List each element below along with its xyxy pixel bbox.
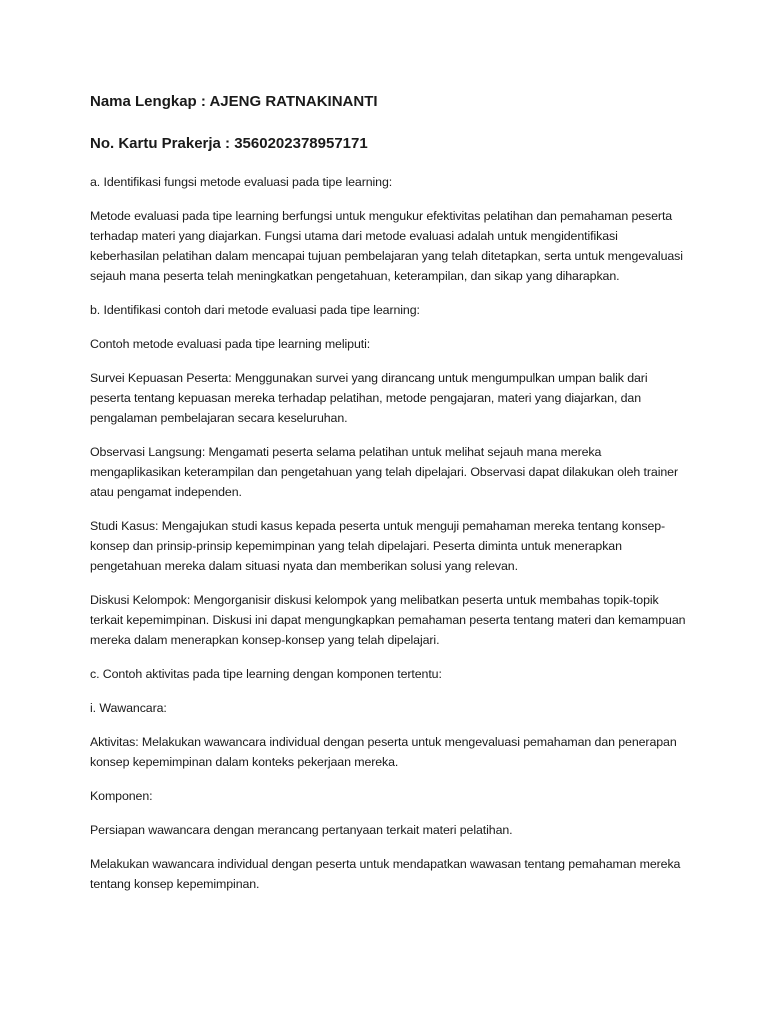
component-preparation: Persiapan wawancara dengan merancang pertanyaan terkait materi pelatihan. bbox=[90, 823, 513, 837]
method-survey: Survei Kepuasan Peserta: Menggunakan survei yang dirancang untuk mengumpulkan umpan balik dari peserta tentang kepuasan mereka terhadap pelatihan, metode pengajaran, materi yang diajarkan, dan pengalaman pembelajaran secara keseluruhan. bbox=[90, 371, 648, 425]
section-a-body: Metode evaluasi pada tipe learning berfungsi untuk mengukur efektivitas pelatihan dan pemahaman peserta terhadap materi yang diajarkan. Fungsi utama dari metode evaluasi adalah untuk mengidentifikasi keberhasilan pelatihan dalam mencapai tujuan pembelajaran yang telah ditetapkan, serta untuk mengevaluasi sejauh mana peserta telah meningkatkan pengetahuan, keterampilan, dan sikap yang diharapkan. bbox=[90, 209, 683, 283]
components-label: Komponen: bbox=[90, 789, 153, 803]
card-number-heading: No. Kartu Prakerja : 3560202378957171 bbox=[90, 135, 368, 152]
document-page bbox=[90, 92, 690, 894]
subsection-interview-title: i. Wawancara: bbox=[90, 701, 167, 715]
component-interview: Melakukan wawancara individual dengan peserta untuk mendapatkan wawasan tentang pemahaman mereka tentang konsep kepemimpinan. bbox=[90, 857, 681, 891]
section-a-title: a. Identifikasi fungsi metode evaluasi pada tipe learning: bbox=[90, 175, 393, 189]
method-observation: Observasi Langsung: Mengamati peserta selama pelatihan untuk melihat sejauh mana mereka mengaplikasikan keterampilan dan pengetahuan yang telah dipelajari. Observasi dapat dilakukan oleh trainer atau pengamat independen. bbox=[90, 445, 678, 499]
method-case-study: Studi Kasus: Mengajukan studi kasus kepada peserta untuk menguji pemahaman mereka tentang konsep-konsep dan prinsip-prinsip kepemimpinan yang telah dipelajari. Peserta diminta untuk menerapkan pengetahuan mereka dalam situasi nyata dan memberikan solusi yang relevan. bbox=[90, 519, 666, 573]
name-heading: Nama Lengkap : AJENG RATNAKINANTI bbox=[90, 93, 378, 110]
section-b-intro: Contoh metode evaluasi pada tipe learning meliputi: bbox=[90, 337, 371, 351]
section-c-title: c. Contoh aktivitas pada tipe learning dengan komponen tertentu: bbox=[90, 667, 442, 681]
interview-activity: Aktivitas: Melakukan wawancara individual dengan peserta untuk mengevaluasi pemahaman dan penerapan konsep kepemimpinan dalam konteks pekerjaan mereka. bbox=[90, 735, 677, 769]
method-group-discussion: Diskusi Kelompok: Mengorganisir diskusi kelompok yang melibatkan peserta untuk membahas topik-topik terkait kepemimpinan. Diskusi ini dapat mengungkapkan pemahaman peserta tentang materi dan kemampuan mereka dalam menerapkan konsep-konsep yang telah dipelajari. bbox=[90, 593, 686, 647]
section-b-title: b. Identifikasi contoh dari metode evaluasi pada tipe learning: bbox=[90, 303, 420, 317]
